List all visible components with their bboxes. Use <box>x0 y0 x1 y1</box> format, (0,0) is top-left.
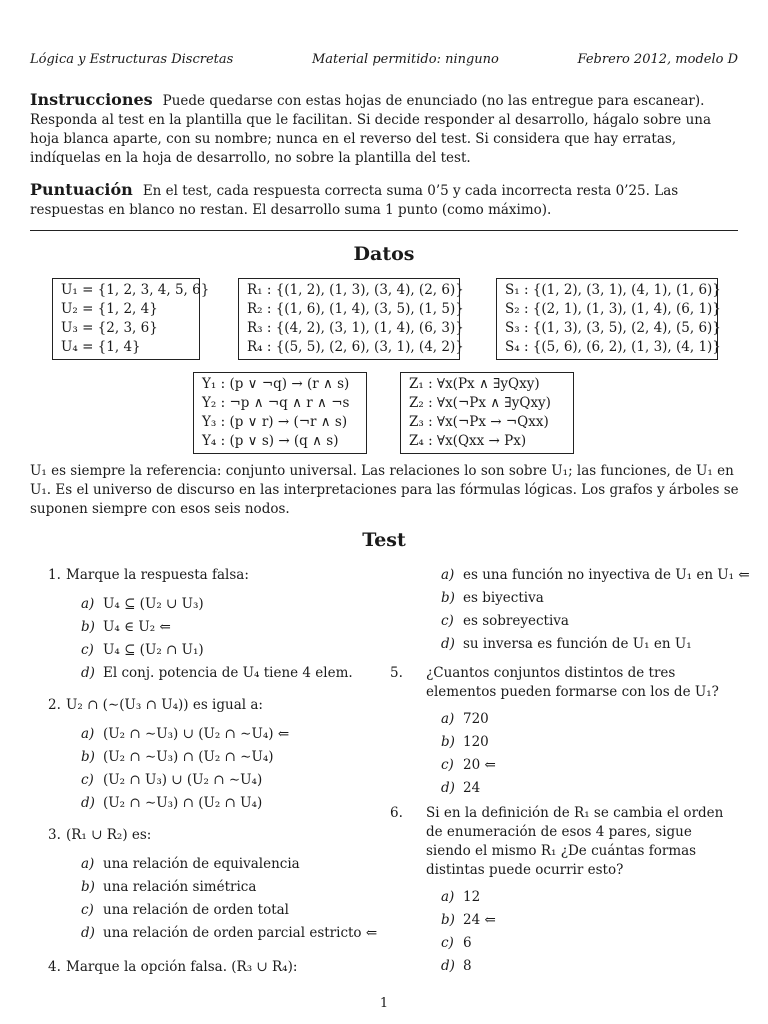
function-definition: S₃ : {(1, 3), (3, 5), (2, 4), (5, 6)} <box>505 320 721 336</box>
question-text: U₂ ∩ (∼(U₃ ∩ U₄)) es igual a: <box>66 697 263 713</box>
instructions-paragraph <box>30 90 740 168</box>
question-1 <box>48 566 378 683</box>
answer-option: a) U₄ ⊆ (U₂ ∪ U₃) <box>81 596 204 612</box>
test-title: Test <box>362 529 406 551</box>
answer-option: b) (U₂ ∩ ∼U₃) ∩ (U₂ ∩ ∼U₄) <box>81 749 274 765</box>
question-text: (R₁ ∪ R₂) es: <box>66 827 152 843</box>
answer-option: c) (U₂ ∩ U₃) ∪ (U₂ ∩ ∼U₄) <box>81 772 263 788</box>
instructions-text: Puede quedarse con estas hojas de enunciado (no las entregue para escanear). Responda al test en la plantilla que le facilitan. Si decide responder al desarrollo, hágalo sobre una hoja blanca aparte, con su nombre; nunca en el reverso del test. Si considera que hay erratas, indíquelas en la hoja de desarrollo, no sobre la plantilla del test. <box>30 93 712 166</box>
question-number: 5. <box>390 665 403 681</box>
answer-option: b) 120 <box>441 734 489 750</box>
predicate-box <box>400 372 574 454</box>
question-6 <box>390 804 740 976</box>
page-header <box>30 52 738 69</box>
exam-date: Febrero 2012, modelo D <box>577 52 738 67</box>
answer-option: c) una relación de orden total <box>81 902 289 918</box>
set-definition: U₁ = {1, 2, 3, 4, 5, 6} <box>61 282 210 298</box>
question-4-options <box>408 566 750 654</box>
answer-option: b) 24 ⇐ <box>441 912 496 928</box>
answer-option: d) El conj. potencia de U₄ tiene 4 elem. <box>81 665 353 681</box>
sets-box <box>52 278 210 360</box>
course-name: Lógica y Estructuras Discretas <box>30 52 234 67</box>
set-definition: U₂ = {1, 2, 4} <box>61 301 158 317</box>
question-4-stem <box>48 958 378 977</box>
page-number: 1 <box>379 996 389 1011</box>
question-text: ¿Cuantos conjuntos distintos de tres elementos pueden formarse con los de U₁? <box>426 665 719 700</box>
formula: Y₄ : (p ∨ s) → (q ∧ s) <box>202 433 339 449</box>
answer-option: d) 24 <box>441 780 481 796</box>
question-text: Si en la definición de R₁ se cambia el orden de enumeración de esos 4 pares, sigue siendo el mismo R₁ ¿De cuántas formas distintas puede ocurrir esto? <box>426 805 724 878</box>
answer-option: a) 12 <box>441 889 481 905</box>
formula: Z₃ : ∀x(¬Px → ¬Qxx) <box>409 414 549 430</box>
question-number: 3. <box>48 827 61 843</box>
question-number: 1. <box>48 567 61 583</box>
answer-option: c) 20 ⇐ <box>441 757 496 773</box>
function-definition: S₄ : {(5, 6), (6, 2), (1, 3), (4, 1)} <box>505 339 721 355</box>
question-number: 2. <box>48 697 61 713</box>
question-number: 6. <box>390 805 403 821</box>
formula: Z₄ : ∀x(Qxx → Px) <box>409 433 527 449</box>
function-definition: S₂ : {(2, 1), (1, 3), (1, 4), (6, 1)} <box>505 301 721 317</box>
answer-option: d) una relación de orden parcial estricto ⇐ <box>81 925 378 941</box>
formula: Y₂ : ¬p ∧ ¬q ∧ r ∧ ¬s <box>202 395 350 411</box>
scoring-paragraph <box>30 180 740 220</box>
function-definition: S₁ : {(1, 2), (3, 1), (4, 1), (1, 6)} <box>505 282 721 298</box>
answer-option: c) U₄ ⊆ (U₂ ∩ U₁) <box>81 642 204 658</box>
set-definition: U₄ = {1, 4} <box>61 339 141 355</box>
datos-title: Datos <box>353 243 415 265</box>
question-3 <box>48 826 378 943</box>
functions-box <box>496 278 721 360</box>
instructions-label: Instrucciones <box>30 90 153 109</box>
datos-note: U₁ es siempre la referencia: conjunto universal. Las relaciones lo son sobre U₁; las funciones, de U₁ en U₁. Es el universo de discurso en las interpretaciones para las fórmulas lógicas. Los grafos y árboles se suponen siempre con esos seis nodos. <box>30 463 739 517</box>
question-5 <box>390 664 740 798</box>
answer-option: a) es una función no inyectiva de U₁ en U₁ ⇐ <box>441 567 750 583</box>
relation-definition: R₂ : {(1, 6), (1, 4), (3, 5), (1, 5)} <box>247 301 464 317</box>
question-number: 4. <box>48 959 61 975</box>
question-2 <box>48 696 378 813</box>
formula: Y₃ : (p ∨ r) → (¬r ∧ s) <box>202 414 348 430</box>
answer-option: d) su inversa es función de U₁ en U₁ <box>441 636 692 652</box>
material-note: Material permitido: ninguno <box>311 52 499 67</box>
formula: Y₁ : (p ∨ ¬q) → (r ∧ s) <box>202 376 350 392</box>
formula: Z₂ : ∀x(¬Px ∧ ∃yQxy) <box>409 395 551 411</box>
answer-option: a) (U₂ ∩ ∼U₃) ∪ (U₂ ∩ ∼U₄) ⇐ <box>81 726 290 742</box>
scoring-text: En el test, cada respuesta correcta suma 0’5 y cada incorrecta resta 0’25. Las respuestas en blanco no restan. El desarrollo suma 1 punto (como máximo). <box>30 183 679 218</box>
relation-definition: R₄ : {(5, 5), (2, 6), (3, 1), (4, 2)} <box>247 339 464 355</box>
propositional-box <box>193 372 367 454</box>
relation-definition: R₁ : {(1, 2), (1, 3), (3, 4), (2, 6)} <box>247 282 464 298</box>
answer-option: a) 720 <box>441 711 489 727</box>
answer-option: c) es sobreyectiva <box>441 613 569 629</box>
formula: Z₁ : ∀x(Px ∧ ∃yQxy) <box>409 376 540 392</box>
set-definition: U₃ = {2, 3, 6} <box>61 320 158 336</box>
answer-option: c) 6 <box>441 935 472 951</box>
answer-option: b) U₄ ∈ U₂ ⇐ <box>81 619 171 635</box>
answer-option: b) una relación simétrica <box>81 879 257 895</box>
question-text: Marque la opción falsa. (R₃ ∪ R₄): <box>66 959 298 975</box>
relations-box <box>238 278 464 360</box>
section-divider <box>30 230 738 231</box>
answer-option: b) es biyectiva <box>441 590 544 606</box>
scoring-label: Puntuación <box>30 180 133 199</box>
answer-option: a) una relación de equivalencia <box>81 856 300 872</box>
question-text: Marque la respuesta falsa: <box>66 567 249 583</box>
answer-option: d) (U₂ ∩ ∼U₃) ∩ (U₂ ∩ U₄) <box>81 795 263 811</box>
answer-option: d) 8 <box>441 958 472 974</box>
relation-definition: R₃ : {(4, 2), (3, 1), (1, 4), (6, 3)} <box>247 320 464 336</box>
